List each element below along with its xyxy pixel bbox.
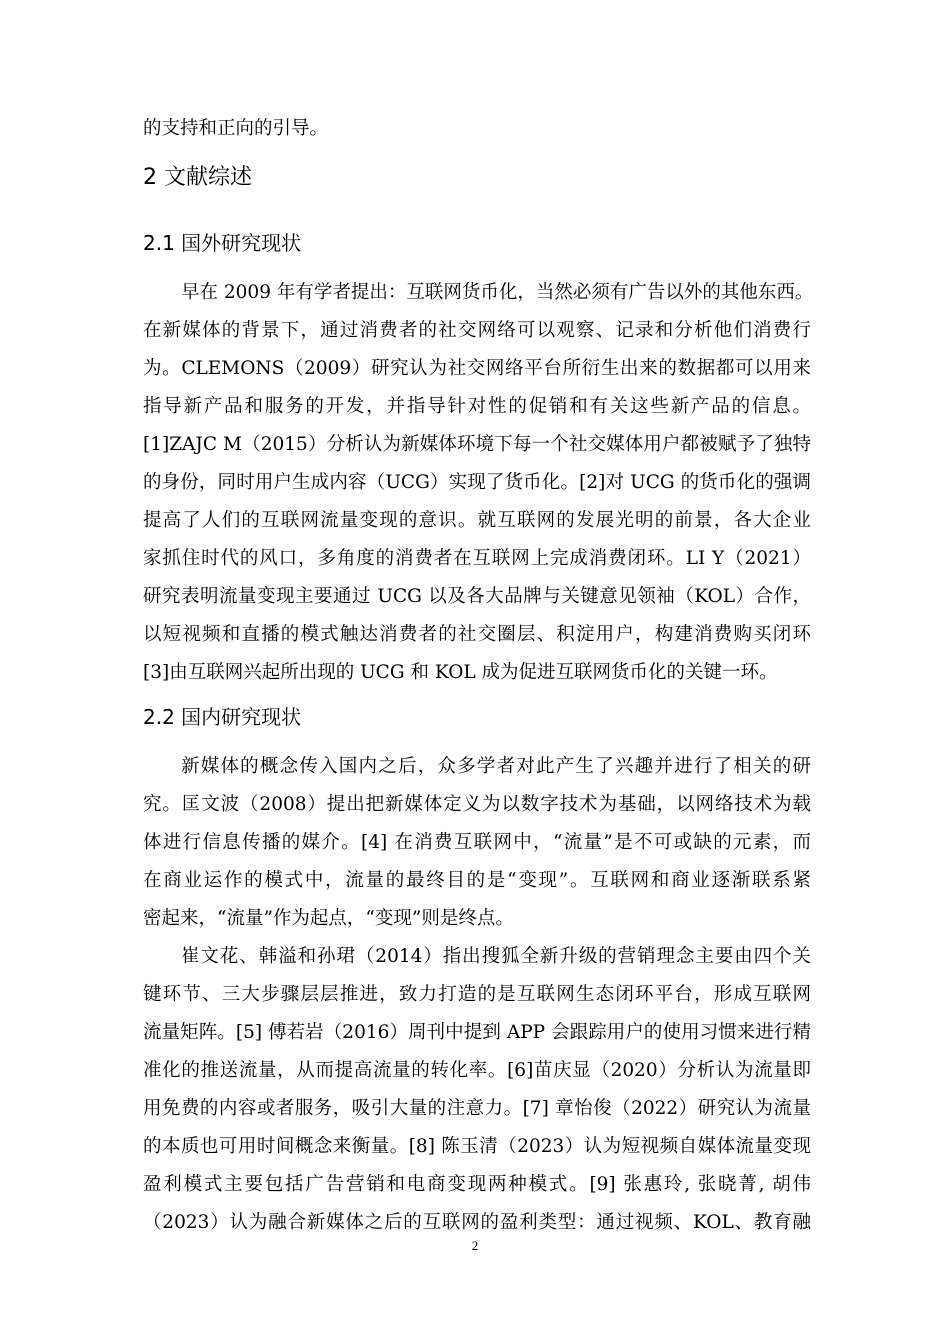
paragraph-line: 究。匡文波（2008）提出把新媒体定义为以数字技术为基础，以网络技术为载 [143,794,811,815]
paragraph-line: 的本质也可用时间概念来衡量。[8] 陈玉清（2023）认为短视频自媒体流量变现 [143,1136,811,1157]
subsection-heading-foreign: 2.1 国外研究现状 [143,231,302,255]
paragraph-line: 新媒体的概念传入国内之后，众多学者对此产生了兴趣并进行了相关的研 [181,756,811,777]
paragraph-line: 以短视频和直播的模式触达消费者的社交圈层、积淀用户，构建消费购买闭环 [143,624,811,645]
paragraph-line: 在新媒体的背景下，通过消费者的社交网络可以观察、记录和分析他们消费行 [143,320,811,341]
paragraph-line: 用免费的内容或者服务，吸引大量的注意力。[7] 章怡俊（2022）研究认为流量 [143,1098,811,1119]
paragraph-line: 提高了人们的互联网流量变现的意识。就互联网的发展光明的前景，各大企业 [143,510,811,531]
paragraph-line: 崔文花、韩溢和孙珺（2014）指出搜狐全新升级的营销理念主要由四个关 [181,946,811,967]
paragraph-line: [3]由互联网兴起所出现的 UCG 和 KOL 成为促进互联网货币化的关键一环。 [143,662,778,683]
paragraph-line: （2023）认为融合新媒体之后的互联网的盈利类型：通过视频、KOL、教育融 [143,1212,811,1233]
subsection-heading-domestic: 2.2 国内研究现状 [143,705,302,729]
paragraph-line: 为。CLEMONS（2009）研究认为社交网络平台所衍生出来的数据都可以用来 [143,358,811,379]
paragraph-line: 指导新产品和服务的开发，并指导针对性的促销和有关这些新产品的信息。 [143,396,811,417]
paragraph-line: 密起来，“流量”作为起点，“变现”则是终点。 [143,908,514,929]
paragraph-line: 的身份，同时用户生成内容（UCG）实现了货币化。[2]对 UCG 的货币化的强调 [143,472,811,493]
paragraph-line: 早在 2009 年有学者提出：互联网货币化，当然必须有广告以外的其他东西。 [181,282,814,303]
paragraph-line: 体进行信息传播的媒介。[4] 在消费互联网中，“流量”是不可或缺的元素，而 [143,832,811,853]
paragraph-line: [1]ZAJC M（2015）分析认为新媒体环境下每一个社交媒体用户都被赋予了独特 [143,434,811,455]
page-number: 2 [471,1238,479,1253]
section-heading: 2 文献综述 [143,165,252,190]
paragraph-line: 键环节、三大步骤层层推进，致力打造的是互联网生态闭环平台，形成互联网 [143,984,811,1005]
paragraph-line: 流量矩阵。[5] 傅若岩（2016）周刊中提到 APP 会跟踪用户的使用习惯来进行精 [143,1022,811,1043]
paragraph-line: 研究表明流量变现主要通过 UCG 以及各大品牌与关键意见领袖（KOL）合作， [143,586,811,607]
paragraph-line: 盈利模式主要包括广告营销和电商变现两种模式。[9] 张惠玲, 张晓菁, 胡伟 [143,1174,811,1195]
paragraph-line: 家抓住时代的风口，多角度的消费者在互联网上完成消费闭环。LI Y（2021） [143,548,811,569]
paragraph-line: 准化的推送流量，从而提高流量的转化率。[6]苗庆显（2020）分析认为流量即 [143,1060,811,1081]
paragraph-line: 的支持和正向的引导。 [143,118,329,139]
paragraph-line: 在商业运作的模式中，流量的最终目的是“变现”。互联网和商业逐渐联系紧 [143,870,811,891]
